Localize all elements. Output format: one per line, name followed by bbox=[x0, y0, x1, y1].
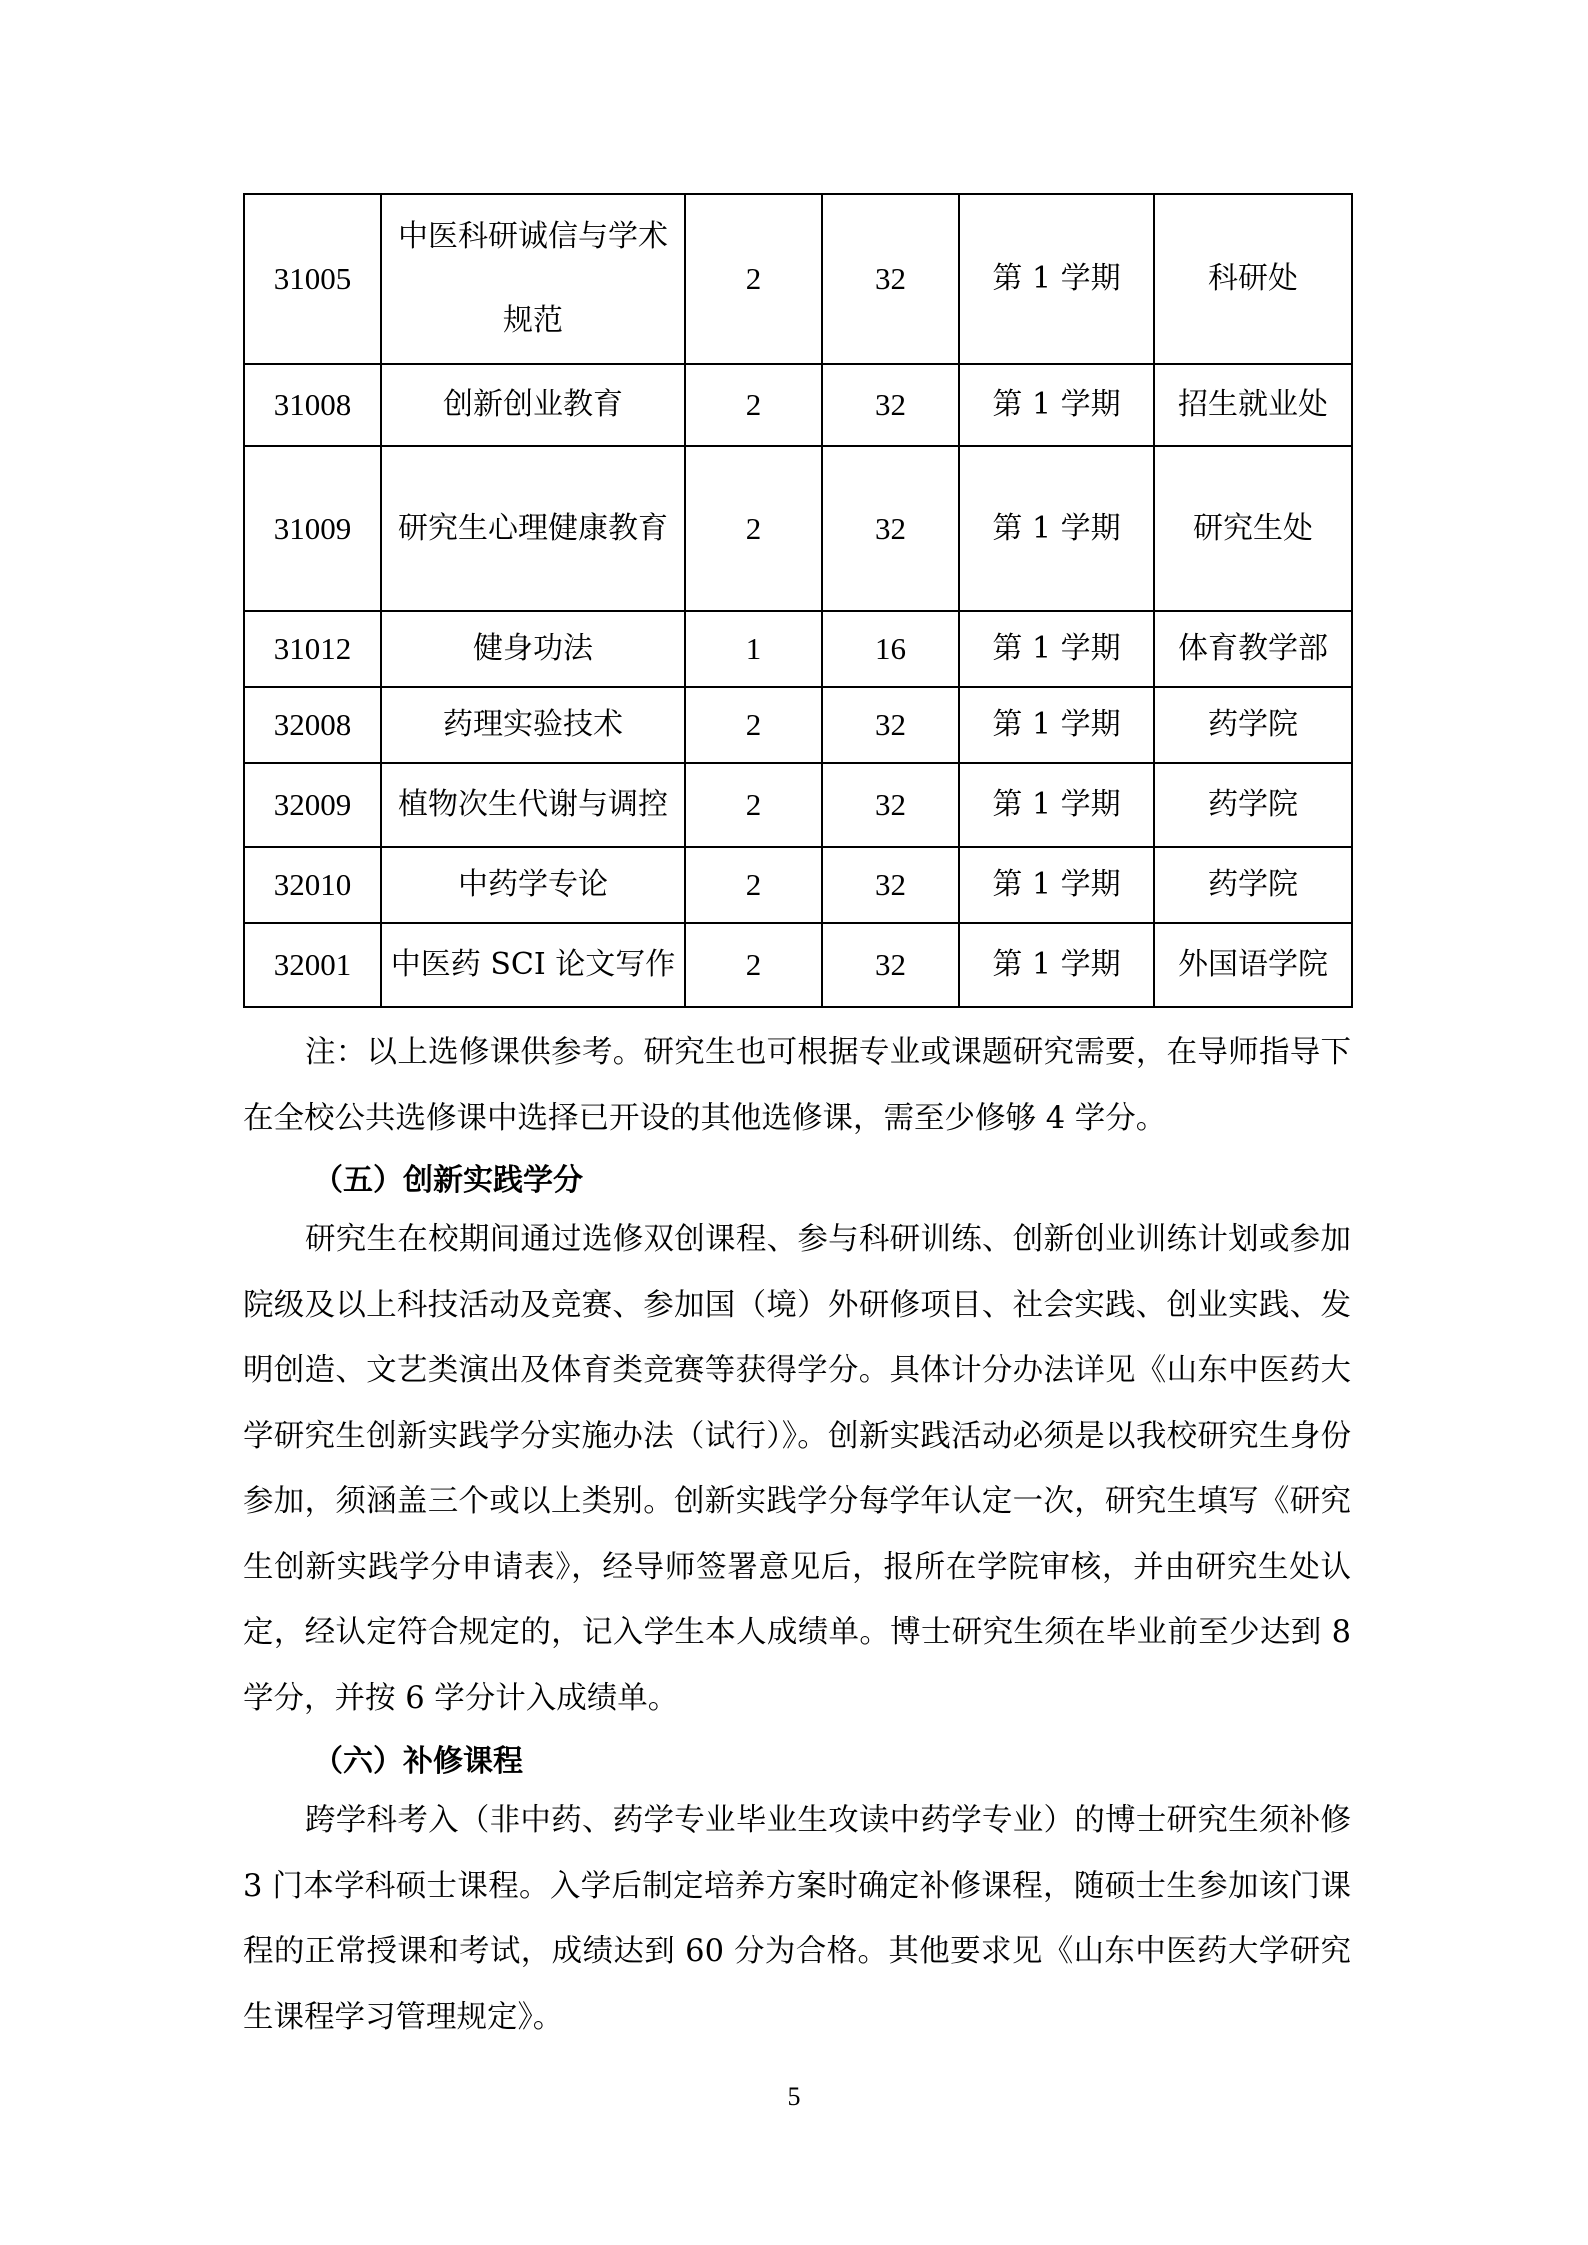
elective-course-table bbox=[243, 193, 1353, 1008]
course-name: 创新创业教育 bbox=[381, 364, 685, 446]
course-hours: 32 bbox=[822, 194, 959, 364]
table-row bbox=[244, 611, 1352, 687]
table-row bbox=[244, 446, 1352, 611]
section-body-innovation-credits bbox=[243, 1207, 1351, 1731]
table-row bbox=[244, 364, 1352, 446]
course-department: 招生就业处 bbox=[1154, 364, 1352, 446]
course-credits: 2 bbox=[685, 847, 822, 923]
section-body-supplementary-courses bbox=[243, 1788, 1351, 2050]
course-semester: 第 1 学期 bbox=[959, 611, 1154, 687]
table-note bbox=[243, 1020, 1351, 1151]
course-hours: 32 bbox=[822, 446, 959, 611]
course-credits: 2 bbox=[685, 763, 822, 847]
course-hours: 32 bbox=[822, 847, 959, 923]
course-semester: 第 1 学期 bbox=[959, 923, 1154, 1007]
course-credits: 1 bbox=[685, 611, 822, 687]
course-name: 中医药 SCI 论文写作 bbox=[381, 923, 685, 1007]
course-semester: 第 1 学期 bbox=[959, 194, 1154, 364]
section-heading-innovation-credits: （五）创新实践学分 bbox=[313, 1163, 583, 1198]
course-name: 中药学专论 bbox=[381, 847, 685, 923]
course-semester: 第 1 学期 bbox=[959, 446, 1154, 611]
table-row bbox=[244, 687, 1352, 763]
course-department: 体育教学部 bbox=[1154, 611, 1352, 687]
table-row bbox=[244, 847, 1352, 923]
page-number: 5 bbox=[787, 2082, 801, 2111]
course-department: 科研处 bbox=[1154, 194, 1352, 364]
course-code: 31005 bbox=[244, 194, 381, 364]
course-department: 药学院 bbox=[1154, 687, 1352, 763]
table-row bbox=[244, 763, 1352, 847]
paragraph: 跨学科考入（非中药、药学专业毕业生攻读中药学专业）的博士研究生须补修 3 门本学科硕士课程。入学后制定培养方案时确定补修课程，随硕士生参加该门课程的正常授课和考试，成绩达到 60 分为合格。其他要求见《山东中医药大学研究生课程学习管理规定》。 bbox=[243, 1803, 1351, 2035]
course-name: 健身功法 bbox=[381, 611, 685, 687]
course-code: 32010 bbox=[244, 847, 381, 923]
course-credits: 2 bbox=[685, 687, 822, 763]
course-hours: 32 bbox=[822, 923, 959, 1007]
course-department: 外国语学院 bbox=[1154, 923, 1352, 1007]
course-credits: 2 bbox=[685, 194, 822, 364]
course-code: 32001 bbox=[244, 923, 381, 1007]
course-code: 32009 bbox=[244, 763, 381, 847]
course-credits: 2 bbox=[685, 923, 822, 1007]
course-credits: 2 bbox=[685, 364, 822, 446]
paragraph: 研究生在校期间通过选修双创课程、参与科研训练、创新创业训练计划或参加院级及以上科技活动及竞赛、参加国（境）外研修项目、社会实践、创业实践、发明创造、文艺类演出及体育类竞赛等获得学分。具体计分办法详见《山东中医药大学研究生创新实践学分实施办法（试行）》。创新实践活动必须是以我校研究生身份参加，须涵盖三个或以上类别。创新实践学分每学年认定一次，研究生填写《研究生创新实践学分申请表》，经导师签署意见后，报所在学院审核，并由研究生处认定，经认定符合规定的，记入学生本人成绩单。博士研究生须在毕业前至少达到 8 学分，并按 6 学分计入成绩单。 bbox=[243, 1222, 1351, 1716]
course-name: 药理实验技术 bbox=[381, 687, 685, 763]
course-name: 中医科研诚信与学术规范 bbox=[381, 194, 685, 364]
course-semester: 第 1 学期 bbox=[959, 687, 1154, 763]
course-name: 研究生心理健康教育 bbox=[381, 446, 685, 611]
course-name: 植物次生代谢与调控 bbox=[381, 763, 685, 847]
course-hours: 32 bbox=[822, 364, 959, 446]
course-department: 药学院 bbox=[1154, 763, 1352, 847]
course-semester: 第 1 学期 bbox=[959, 763, 1154, 847]
course-department: 研究生处 bbox=[1154, 446, 1352, 611]
course-code: 32008 bbox=[244, 687, 381, 763]
course-hours: 32 bbox=[822, 687, 959, 763]
course-code: 31009 bbox=[244, 446, 381, 611]
course-hours: 32 bbox=[822, 763, 959, 847]
course-code: 31008 bbox=[244, 364, 381, 446]
section-heading-supplementary-courses: （六）补修课程 bbox=[313, 1744, 523, 1779]
table-row bbox=[244, 194, 1352, 364]
course-semester: 第 1 学期 bbox=[959, 847, 1154, 923]
course-semester: 第 1 学期 bbox=[959, 364, 1154, 446]
note-text: 注：以上选修课供参考。研究生也可根据专业或课题研究需要，在导师指导下在全校公共选修课中选择已开设的其他选修课，需至少修够 4 学分。 bbox=[243, 1035, 1351, 1136]
course-hours: 16 bbox=[822, 611, 959, 687]
course-credits: 2 bbox=[685, 446, 822, 611]
course-department: 药学院 bbox=[1154, 847, 1352, 923]
course-code: 31012 bbox=[244, 611, 381, 687]
table-row bbox=[244, 923, 1352, 1007]
